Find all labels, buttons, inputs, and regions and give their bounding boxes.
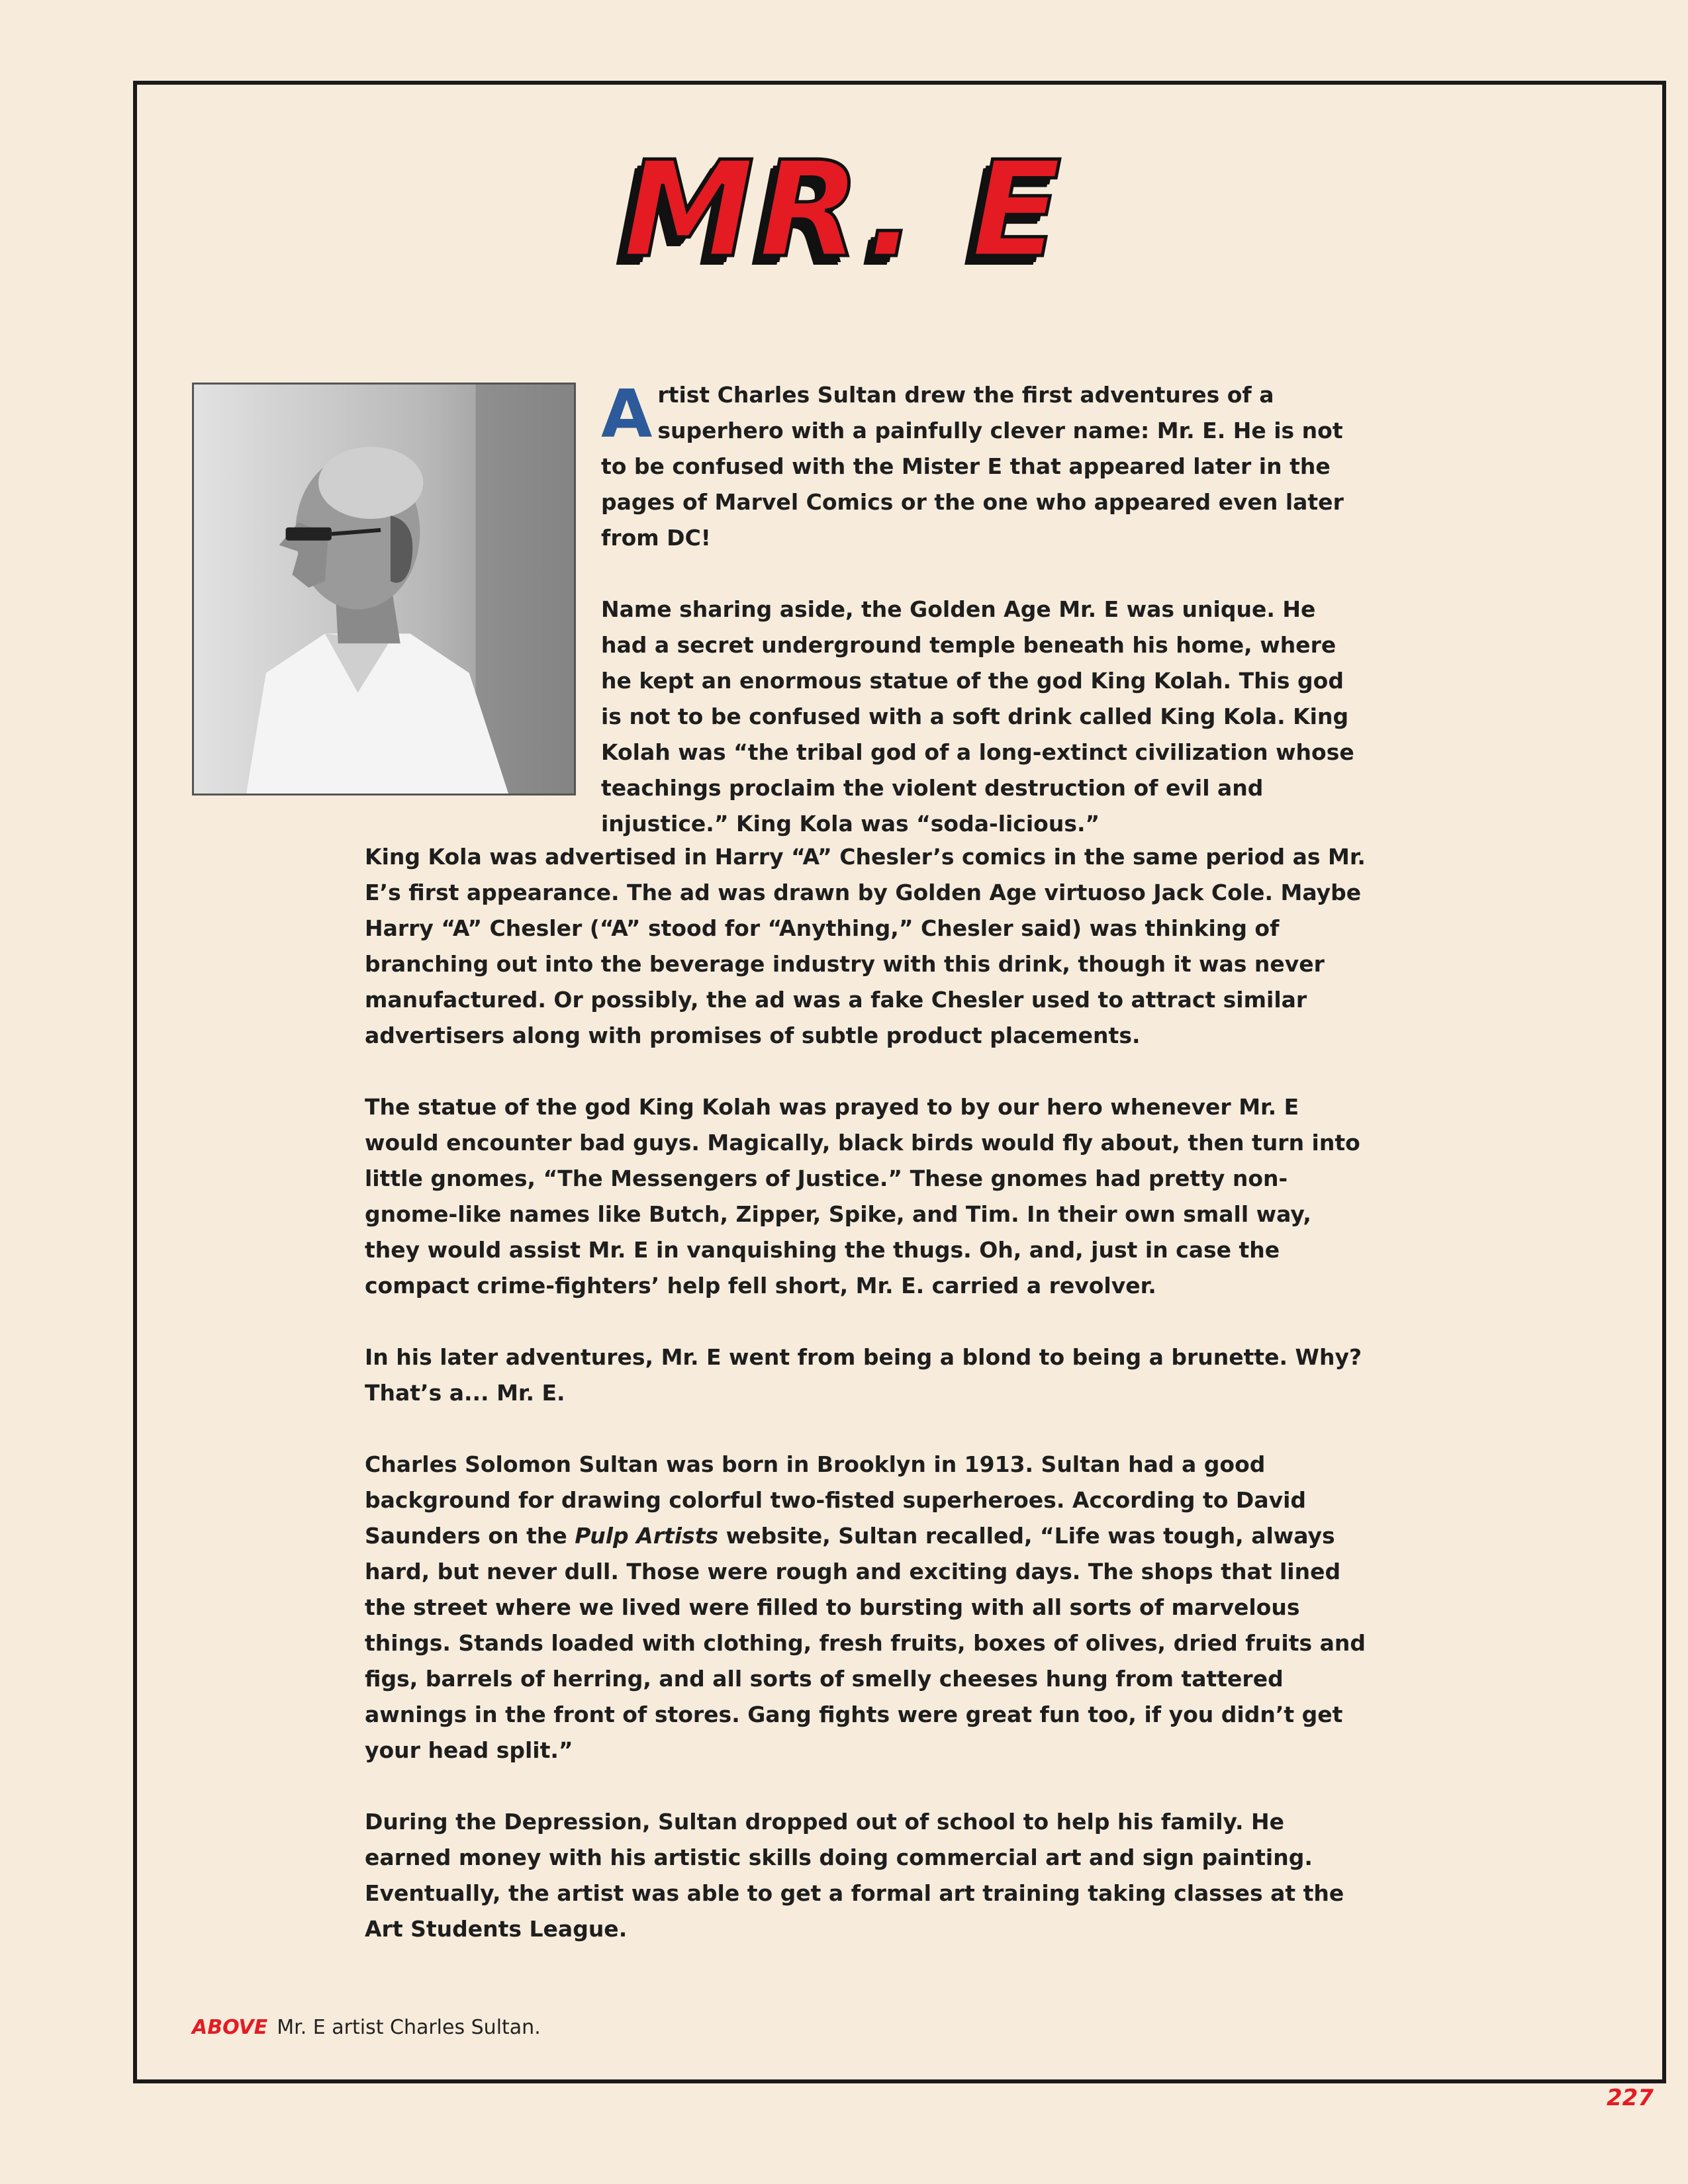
drop-cap: A	[601, 375, 653, 453]
paragraph-6-part-b: website, Sultan recalled, “Life was tough, always hard, but never dull. Those were rough and exciting days. The shops that lined the street where we lived were filled to bursting with all sorts of marvelous things. Stands loaded with clothing, fresh fruits, boxes of olives, dried fruits and figs, barrels of herring, and all sorts of smelly cheeses hung from tattered awnings in the front of stores. Gang fights were great fun too, if you didn’t get your head split.”	[365, 1523, 1366, 1763]
photo-caption	[192, 2016, 541, 2039]
paragraph-5: In his later adventures, Mr. E went from being a blond to being a brunette. Why? That’s a... Mr. E.	[365, 1344, 1362, 1406]
body-text-block	[365, 839, 1371, 1983]
paragraph-7: During the Depression, Sultan dropped out of school to help his family. He earned money with his artistic skills doing commercial art and sign painting. Eventually, the artist was able to get a formal art training taking classes at the Art Students League.	[365, 1809, 1344, 1942]
caption-tag: ABOVE	[192, 2016, 268, 2039]
intro-text-block	[601, 377, 1369, 878]
caption-text: Mr. E artist Charles Sultan.	[277, 2016, 541, 2039]
paragraph-6	[365, 1447, 1371, 1768]
paragraph-intro-2: Name sharing aside, the Golden Age Mr. E was unique. He had a secret underground temple beneath his home, where he kept an enormous statue of the god King Kolah. This god is not to be confused with a soft drink called King Kola. King Kolah was “the tribal god of a long-extinct civilization whose teachings proclaim the violent destruction of evil and injustice.” King Kola was “soda-licious.”	[601, 596, 1354, 837]
paragraph-3: King Kola was advertised in Harry “A” Chesler’s comics in the same period as Mr. E’s first appearance. The ad was drawn by Golden Age virtuoso Jack Cole. Maybe Harry “A” Chesler (“A” stood for “Anything,” Chesler said) was thinking of branching out into the beverage industry with this drink, though it was never manufactured. Or possibly, the ad was a fake Chesler used to attract similar advertisers along with promises of subtle product placements.	[365, 844, 1366, 1048]
page-title: MR. E	[622, 133, 1066, 287]
pulp-artists-title: Pulp Artists	[575, 1523, 719, 1549]
page-number: 227	[1607, 2085, 1654, 2111]
portrait-photo	[192, 383, 576, 796]
paragraph-intro-1	[601, 377, 1369, 556]
paragraph-6-part-a: Charles Solomon Sultan was born in Brooklyn in 1913. Sultan had a good background for drawing colorful two-fisted superheroes. According to David Saunders on the	[365, 1451, 1307, 1549]
paragraph-intro-1-text: rtist Charles Sultan drew the first adventures of a superhero with a painfully clever name: Mr. E. He is not to be confused with the Mister E that appeared later in the pages of Marvel Comics or the one who appeared even later from DC!	[601, 382, 1344, 551]
portrait-photo-icon	[194, 385, 574, 794]
paragraph-4: The statue of the god King Kolah was prayed to by our hero whenever Mr. E would encounter bad guys. Magically, black birds would fly about, then turn into little gnomes, “The Messengers of Justice.” These gnomes had pretty non-gnome-like names like Butch, Zipper, Spike, and Tim. In their own small way, they would assist Mr. E in vanquishing the thugs. Oh, and, just in case the compact crime-fighters’ help fell short, Mr. E. carried a revolver.	[365, 1094, 1360, 1298]
